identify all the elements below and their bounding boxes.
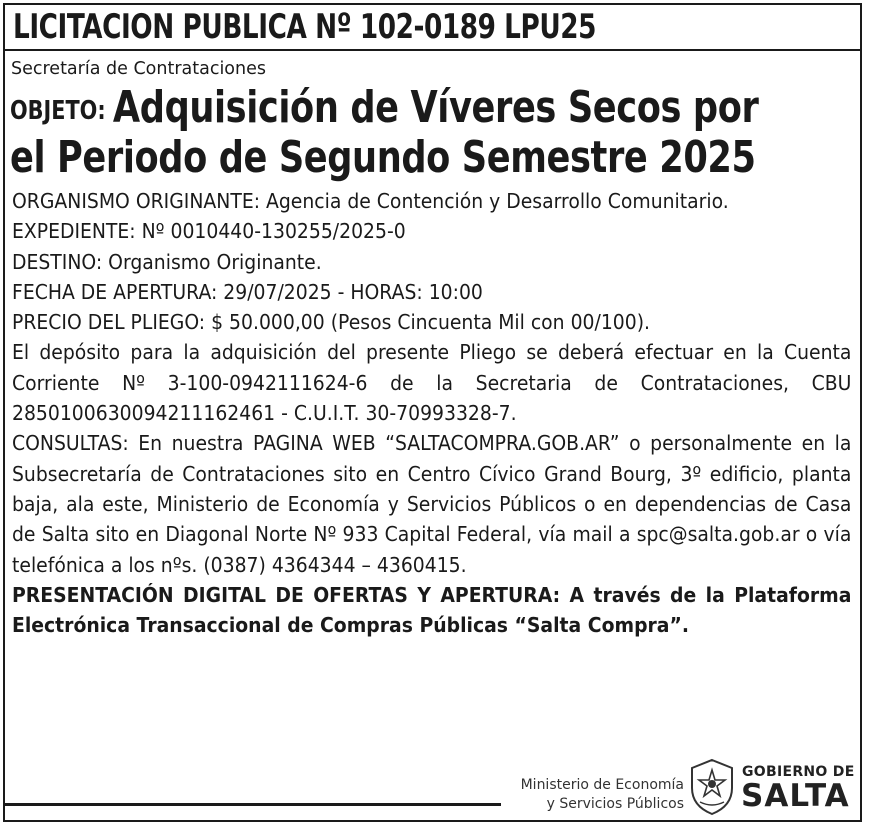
provincial-seal-icon <box>688 758 736 816</box>
salta-logo-text: SALTA <box>741 778 850 814</box>
destino-paragraph: DESTINO: Organismo Originante. <box>12 249 322 274</box>
notice-title: LICITACION PUBLICA Nº 102-0189 LPU25 <box>13 7 597 47</box>
presentacion-paragraph: PRESENTACIÓN DIGITAL DE OFERTAS Y APERTURA: A través de la Plataforma Electrónica Transaccional de Compras Públicas “Salta Compra”. <box>12 582 852 638</box>
deposito-paragraph: El depósito para la adquisición del presente Pliego se deberá efectuar en la Cuenta Corriente Nº 3-100-0942111624-6 de la Secretaria de Contrataciones, CBU 2850100630094211162461 - C.U.I.T. 30-70993328-7. <box>12 340 852 426</box>
objeto-heading <box>10 82 758 133</box>
objeto-text-line-1: Adquisición de Víveres Secos por <box>112 82 759 133</box>
fecha-paragraph: FECHA DE APERTURA: 29/07/2025 - HORAS: 10:00 <box>12 279 483 304</box>
precio-paragraph: PRECIO DEL PLIEGO: $ 50.000,00 (Pesos Cincuenta Mil con 00/100). <box>12 310 651 335</box>
ministry-label <box>512 776 684 814</box>
ministry-line-1: Ministerio de Economía <box>520 777 684 793</box>
footer-divider <box>3 803 501 806</box>
ministry-line-2: y Servicios Públicos <box>546 796 684 812</box>
organismo-paragraph: ORGANISMO ORIGINANTE: Agencia de Contención y Desarrollo Comunitario. <box>12 189 729 213</box>
consultas-paragraph: CONSULTAS: En nuestra PAGINA WEB “SALTACOMPRA.GOB.AR” o personalmente en la Subsecretaría de Contrataciones sito en Centro Cívico Grand Bourg, 3º edificio, planta baja, ala este, Ministerio de Economía y Servicios Públicos o en dependencias de Casa de Salta sito en Diagonal Norte Nº 933 Capital Federal, vía mail a spc@salta.gob.ar o vía telefónica a los nºs. (0387) 4364344 – 4360415. <box>12 431 852 577</box>
government-label: GOBIERNO DE <box>742 764 855 780</box>
objeto-label: OBJETO: <box>10 96 113 126</box>
objeto-text-line-2: el Periodo de Segundo Semestre 2025 <box>10 132 756 183</box>
title-bar <box>3 3 862 51</box>
expediente-paragraph: EXPEDIENTE: Nº 0010440-130255/2025-0 <box>12 219 406 244</box>
issuing-office: Secretaría de Contrataciones <box>11 59 266 79</box>
notice-body <box>12 186 852 640</box>
